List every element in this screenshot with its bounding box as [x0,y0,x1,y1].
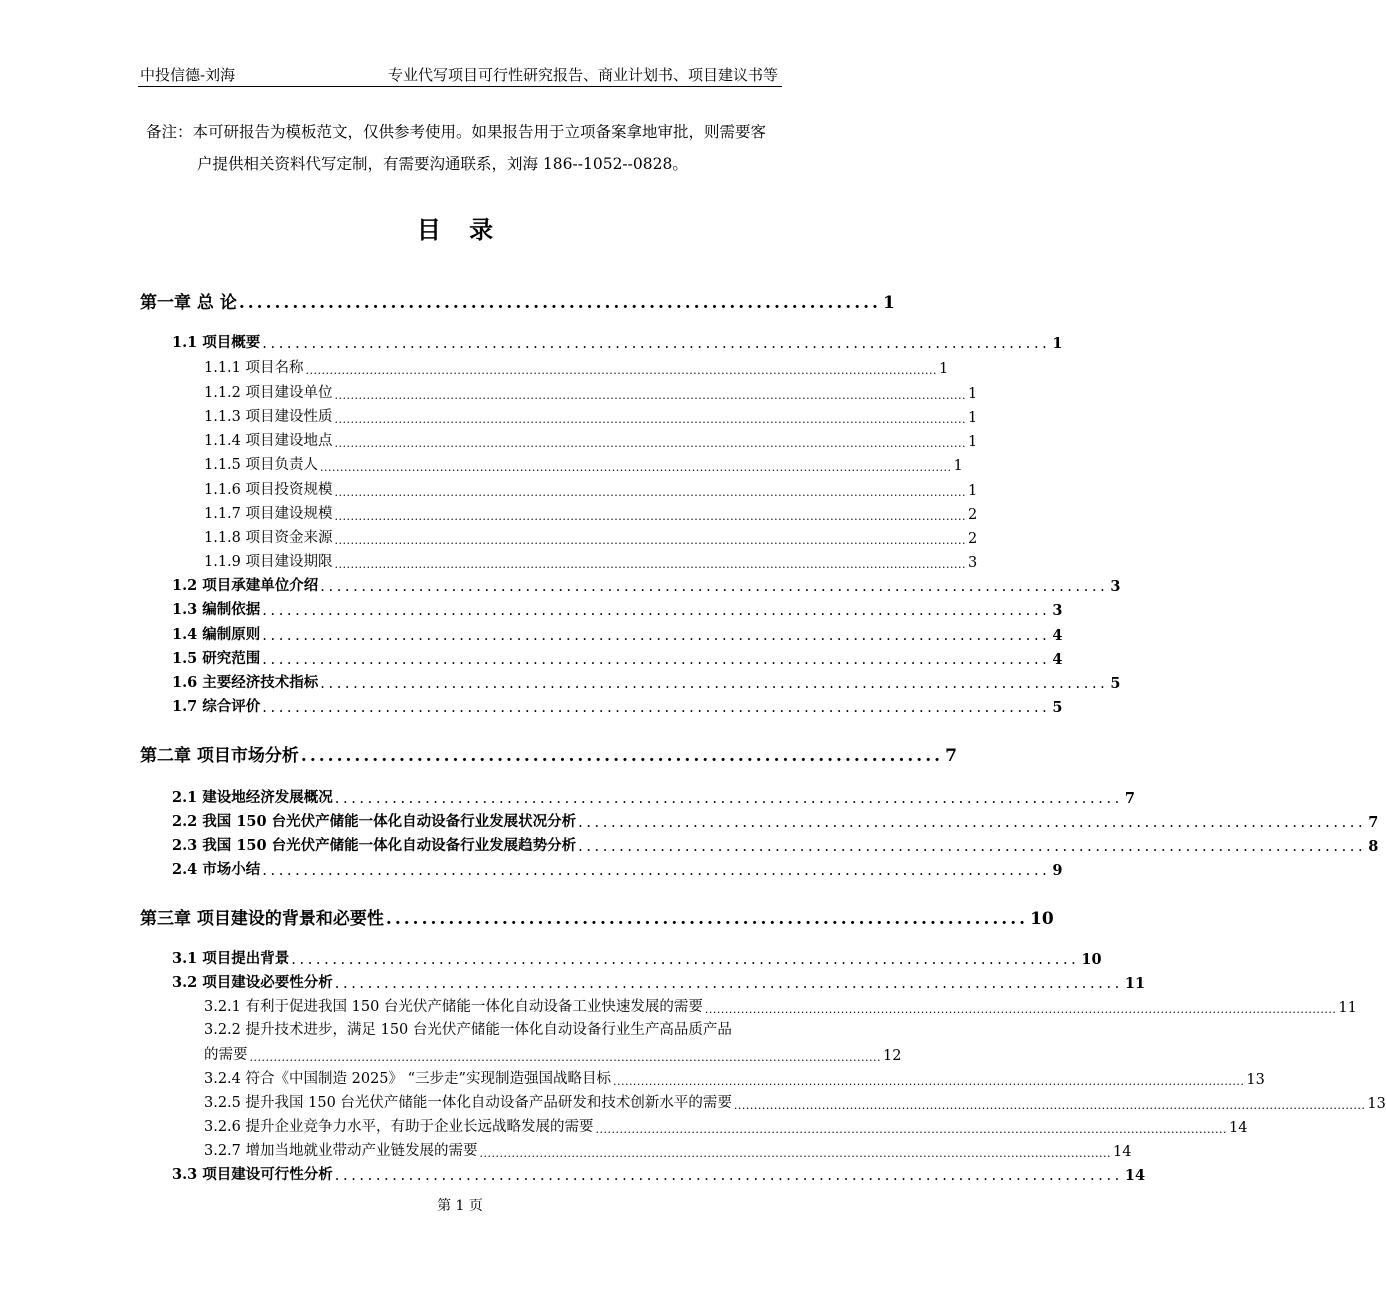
toc-leader: .............................................................................................................................................................. [334,437,966,450]
toc-page: 1 [1052,335,1063,352]
toc-leader: .............................................................................................................................................................. [334,534,966,547]
toc-entry-section[interactable] [172,833,1379,855]
toc-entry-subsection[interactable] [204,380,978,402]
toc-leader: ................................................................................................ [320,676,1109,692]
toc-entry-subsection[interactable] [204,1138,1132,1160]
page-header [138,62,782,87]
toc-label: 3.2.4 符合《中国制造 2025》 “三步走”实现制造强国战略目标 [204,1071,611,1087]
toc-page: 13 [1246,1072,1265,1088]
toc-title: 目 录 [416,215,504,244]
toc-page: 1 [967,434,978,450]
toc-leader: .............................................................................................................................................................. [334,389,966,402]
toc-leader: ................................................................................................ [578,839,1367,855]
toc-page: 1 [882,293,895,313]
toc-page: 10 [1030,909,1054,929]
toc-label: 3.3 项目建设可行性分析 [172,1166,333,1183]
note-line-2: 户提供相关资料代写定制，有需要沟通联系，刘海 186--1052--0828。 [197,155,688,173]
toc-leader: ................................................................................................ [334,976,1123,992]
toc-label: 3.2 项目建设必要性分析 [172,974,333,991]
toc-leader: ................................................................................................ [578,815,1367,831]
toc-entry-section[interactable] [172,597,1063,619]
toc-label: 1.1.3 项目建设性质 [204,409,333,425]
toc-label: 3.2.5 提升我国 150 台光伏产储能一体化自动设备产品研发和技术创新水平的需要 [204,1095,732,1111]
toc-page: 1 [953,458,963,474]
toc-leader: .............................................................................................................................................................. [334,558,966,571]
toc-entry-subsection[interactable] [204,428,978,450]
toc-label: 1.1.7 项目建设规模 [204,506,333,522]
toc-label: 1.1.6 项目投资规模 [204,482,333,498]
toc-label: 1.1.2 项目建设单位 [204,385,333,401]
toc-leader: ................................................................................................ [320,579,1109,595]
toc-label: 第二章 项目市场分析 [140,746,299,766]
toc-page: 3 [1052,602,1063,619]
toc-leader: .............................................................................................................................................................. [249,1051,881,1064]
toc-label: 2.2 我国 150 台光伏产储能一体化自动设备行业发展状况分析 [172,813,577,830]
toc-entry-subsection[interactable] [204,404,978,426]
toc-label: 2.4 市场小结 [172,861,261,878]
toc-leader: .............................................................................................................................................................. [704,1003,1337,1016]
header-services: 专业代写项目可行性研究报告、商业计划书、项目建议书等 [387,66,778,84]
toc-entry-chapter[interactable] [140,287,895,313]
toc-label: 3.2.7 增加当地就业带动产业链发展的需要 [204,1143,478,1159]
toc-leader: .............................................................................................................................................................. [595,1123,1227,1136]
toc-page: 12 [882,1048,902,1064]
toc-page: 1 [967,386,978,402]
toc-entry-section[interactable] [172,785,1135,807]
toc-entry-subsection[interactable] [204,452,963,474]
toc-entry-subsection[interactable] [204,549,978,571]
toc-entry-section[interactable] [172,646,1063,668]
toc-leader: .............................................................................................................................................................. [320,461,952,474]
toc-entry-section[interactable] [172,694,1063,716]
toc-leader: ................................................................................................ [262,628,1051,644]
toc-entry-section[interactable] [172,622,1063,644]
toc-label: 3.2.6 提升企业竞争力水平，有助于企业长远战略发展的需要 [204,1119,594,1135]
toc-entry-section[interactable] [172,573,1121,595]
toc-entry-subsection[interactable] [204,477,978,499]
toc-page: 7 [945,746,957,766]
toc-page: 1 [967,483,978,499]
toc-page: 4 [1052,651,1063,668]
toc-page: 10 [1081,951,1102,968]
toc-label: 1.5 研究范围 [172,650,261,667]
toc-page: 13 [1367,1096,1386,1112]
toc-entry-chapter[interactable] [140,740,957,766]
toc-entry-subsection[interactable] [204,1090,1386,1112]
toc-page: 9 [1052,862,1063,879]
toc-entry-subsection[interactable] [204,1114,1248,1136]
toc-label: 的需要 [204,1047,248,1063]
toc-page: 1 [938,361,949,377]
header-author: 中投信德-刘海 [140,66,236,84]
toc-label: 1.1.4 项目建设地点 [204,433,333,449]
toc-leader: .............................................................................................................................................................. [334,413,966,426]
toc-leader: ................................................................................................ [262,700,1051,716]
toc-leader: ................................................................................................ [334,1168,1123,1184]
page-number: 第 1 页 [437,1198,483,1214]
toc-label: 3.2.1 有利于促进我国 150 台光伏产储能一体化自动设备工业快速发展的需要 [204,999,703,1015]
toc-page: 3 [1110,578,1121,595]
toc-leader: .............................................................................................................................................................. [612,1075,1245,1088]
toc-leader: ........................................................................ [385,909,1029,929]
toc-entry-subsection[interactable] [204,501,978,523]
toc-label: 第一章 总 论 [140,293,237,313]
toc-leader: .............................................................................................................................................................. [305,364,937,377]
note-line-1: 备注：本可研报告为模板范文，仅供参考使用。如果报告用于立项备案拿地审批，则需要客 [146,123,767,141]
toc-leader: .............................................................................................................................................................. [733,1099,1366,1112]
toc-page: 1 [967,410,978,426]
toc-page: 11 [1338,1000,1357,1016]
toc-entry-section[interactable] [172,857,1063,879]
toc-leader: ................................................................................................ [262,336,1051,352]
toc-page: 4 [1052,627,1063,644]
toc-page: 14 [1124,1167,1146,1184]
toc-entry-section[interactable] [172,1162,1146,1184]
toc-entry-subsection[interactable] [204,1066,1265,1088]
toc-leader: .............................................................................................................................................................. [334,510,966,523]
toc-leader: ................................................................................................ [291,952,1080,968]
toc-leader: .............................................................................................................................................................. [334,486,966,499]
toc-entry-section[interactable] [172,330,1063,352]
toc-entry-section[interactable] [172,809,1379,831]
toc-label: 2.3 我国 150 台光伏产储能一体化自动设备行业发展趋势分析 [172,837,577,854]
toc-label: 1.7 综合评价 [172,698,261,715]
toc-page: 5 [1052,699,1063,716]
toc-label: 1.6 主要经济技术指标 [172,674,319,691]
toc-leader: .............................................................................................................................................................. [479,1147,1111,1160]
toc-entry-subsection-line1[interactable]: 3.2.2 提升技术进步，满足 150 台光伏产储能一体化自动设备行业生产高品质产品 [204,1022,732,1038]
toc-entry-subsection[interactable] [204,355,949,377]
toc-leader: ........................................................................ [300,746,944,766]
toc-leader: ................................................................................................ [262,863,1051,879]
toc-label: 3.1 项目提出背景 [172,950,290,967]
toc-entry-section[interactable] [172,970,1146,992]
toc-label: 1.1.9 项目建设期限 [204,554,333,570]
toc-leader: ........................................................................ [238,293,881,313]
toc-entry-subsection[interactable] [204,994,1357,1016]
toc-leader: ................................................................................................ [262,652,1051,668]
toc-page: 11 [1124,975,1146,992]
toc-label: 第三章 项目建设的背景和必要性 [140,909,384,929]
toc-label: 1.1 项目概要 [172,334,261,351]
toc-page: 3 [967,555,978,571]
toc-leader: ................................................................................................ [262,603,1051,619]
toc-leader: ................................................................................................ [334,791,1123,807]
toc-entry-section[interactable] [172,670,1121,692]
toc-label: 1.4 编制原则 [172,626,261,643]
toc-entry-section[interactable] [172,946,1102,968]
toc-page: 8 [1368,838,1379,855]
toc-entry-subsection[interactable] [204,1042,902,1064]
toc-entry-subsection[interactable] [204,525,978,547]
toc-page: 14 [1112,1144,1132,1160]
toc-label: 2.1 建设地经济发展概况 [172,789,333,806]
toc-page: 2 [967,507,978,523]
toc-label: 1.1.8 项目资金来源 [204,530,333,546]
toc-label: 1.2 项目承建单位介绍 [172,577,319,594]
toc-page: 7 [1368,814,1379,831]
toc-entry-chapter[interactable] [140,903,1054,929]
toc-label: 1.1.5 项目负责人 [204,457,319,473]
toc-page: 14 [1228,1120,1248,1136]
toc-label: 1.3 编制依据 [172,601,261,618]
toc-page: 7 [1124,790,1135,807]
toc-label: 1.1.1 项目名称 [204,360,304,376]
toc-page: 2 [967,531,978,547]
toc-page: 5 [1110,675,1121,692]
